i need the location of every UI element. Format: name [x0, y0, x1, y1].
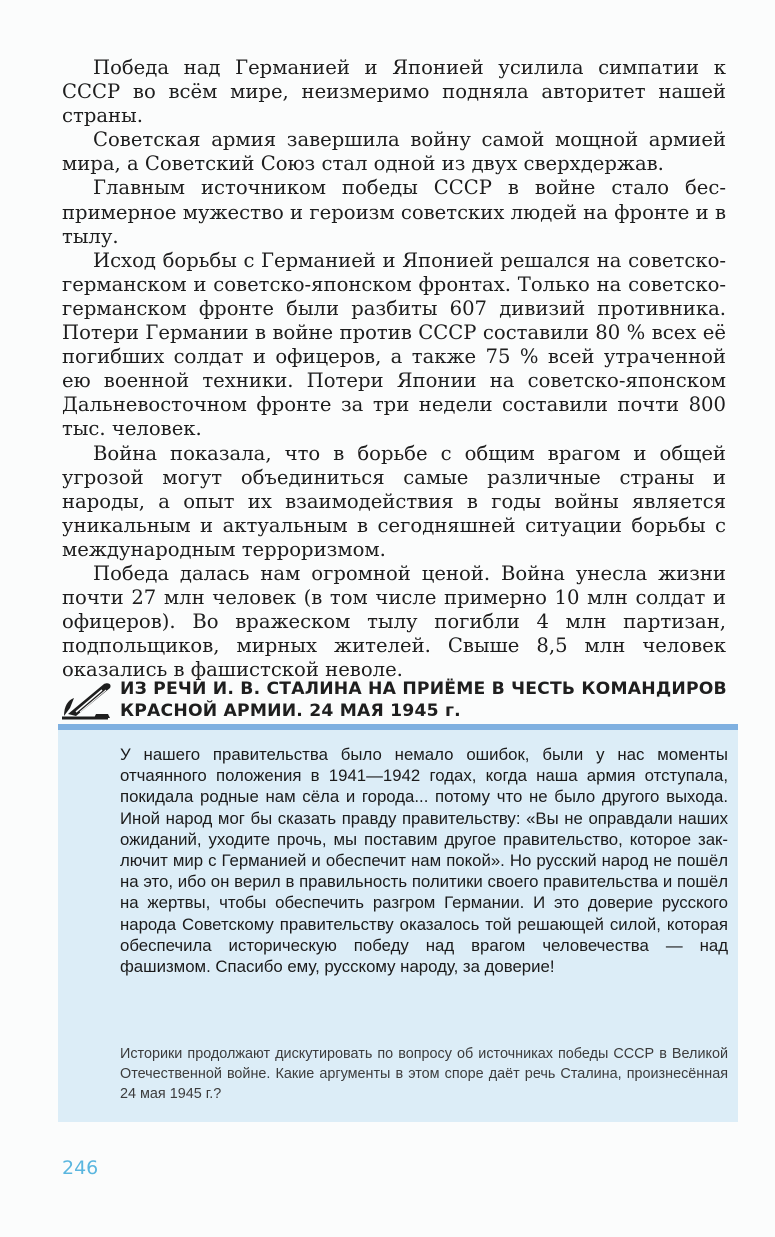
paragraph-5: Война показала, что в борьбе с общим врагом и общей угрозой могут объединиться самые различные страны и народы, а опыт их взаимодействия в годы войны является уникальным и актуальным в сегодняшней ситуации борьбы с международным терроризмом. [62, 441, 726, 561]
document-title: ИЗ РЕЧИ И. В. СТАЛИНА НА ПРИЁМЕ В ЧЕСТЬ КОМАНДИРОВ КРАСНОЙ АРМИИ. 24 МАЯ 1945 г. [120, 679, 727, 721]
paragraph-6: Победа далась нам огромной ценой. Война унесла жизни почти 27 млн человек (в том числе примерно 10 млн солдат и офицеров). Во вражеском тылу погибли 4 млн партизан, подпольщиков, мирных жителей. Свыше 8,5 млн человек оказались в фашистской неволе. [62, 561, 726, 682]
main-text [62, 56, 726, 682]
document-heading [58, 676, 738, 726]
discussion-question: Историки продолжают дискутировать по вопросу об источниках победы СССР в Великой Отечественной войне. Какие аргументы в этом споре даёт речь Сталина, произнесённая 24 мая 1945 г.? [120, 1046, 728, 1102]
speech-excerpt: У нашего правительства было немало ошибок, были у нас моменты отчаянного положения в 1941—1942 годах, когда наша армия отступала, покидала родные нам сёла и города... потому что не было другого выхода. Иной народ мог бы сказать правду правительству: «Вы не оправдали наших ожиданий, уходите прочь, мы поставим другое правительство, которое заключит мир с Германией и обеспечит нам покой». Но русский народ не пошёл на это, ибо он верил в правильность политики своего правительства и пошёл на жертвы, чтобы обеспечить разгром Германии. И это доверие русского народа Советскому правительству оказалось той решающей силой, которая обеспечила историческую победу над врагом человечества — над фашизмом. Спасибо ему, русскому народу, за доверие! [120, 745, 728, 977]
paragraph-2: Советская армия завершила войну самой мощной армией мира, а Советский Союз стал одной из двух сверхдержав. [62, 128, 726, 176]
paragraph-3: Главным источником победы СССР в войне стало беспримерное мужество и героизм советских людей на фронте и в тылу. [62, 176, 726, 248]
paragraph-1: Победа над Германией и Японией усилила симпатии к СССР во всём мире, неизмеримо подняла авторитет нашей страны. [62, 56, 726, 128]
paragraph-4: Исход борьбы с Германией и Японией решался на советско-германском и советско-японском фронтах. Только на советско-германском фронте были разбиты 607 дивизий противника. Потери Германии в войне против СССР составили 80 % всех её погибших солдат и офицеров, а также 75 % всей утраченной ею военной техники. Потери Японии на советско-японском Дальневосточном фронте за три недели составили почти 800 тыс. человек. [62, 248, 726, 441]
page-number: 246 [62, 1157, 99, 1179]
quill-pen-icon [58, 678, 116, 722]
